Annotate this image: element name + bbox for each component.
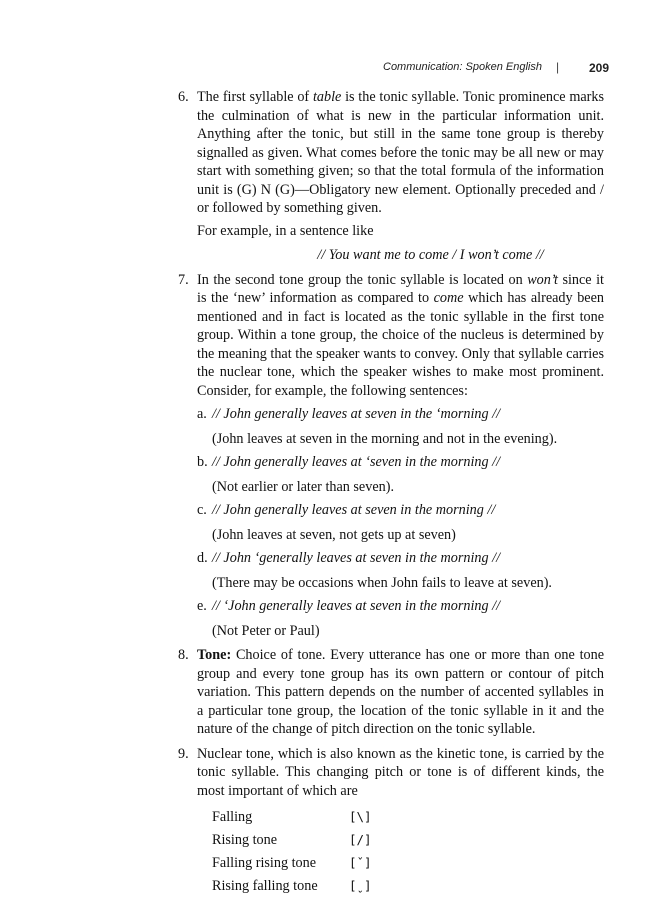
example-letter: e. [197, 598, 207, 614]
tone-row [212, 854, 604, 877]
example-e [197, 597, 604, 640]
item-number: 7. [178, 271, 189, 288]
list-item-6 [178, 88, 604, 265]
page-number: 209 [588, 61, 609, 75]
example-gloss: (John leaves at seven in the morning and not in the evening). [212, 430, 558, 447]
running-header-separator: | [556, 60, 560, 74]
item-number: 9. [178, 745, 189, 762]
text-run: In the second tone group the tonic syllable is located on [197, 271, 528, 288]
example-gloss: (Not Peter or Paul) [212, 622, 320, 639]
example-letter: a. [197, 406, 207, 422]
item-number: 6. [178, 89, 189, 105]
tone-symbol: [\] [349, 809, 372, 824]
tone-symbol: [ˇ] [349, 855, 372, 870]
page-body [178, 88, 604, 900]
example-sentence: // John generally leaves at seven in the ‘morning // [212, 406, 501, 422]
example-letter: c. [197, 502, 207, 518]
example-sentence: // ‘John generally leaves at seven in the morning // [212, 598, 501, 614]
tone-list [212, 808, 604, 900]
example-letter: d. [197, 550, 208, 566]
example-gloss: (John leaves at seven, not gets up at seven) [212, 526, 456, 543]
example-letter: b. [197, 454, 208, 470]
list-item-8 [178, 646, 604, 739]
tone-row [212, 808, 604, 831]
example-d [197, 549, 604, 592]
list-item-9 [178, 745, 604, 900]
example-gloss: (Not earlier or later than seven). [212, 478, 394, 495]
bold-term: Tone: [197, 647, 232, 663]
tone-name: Rising tone [212, 832, 278, 848]
text-run: Choice of tone. Every utterance has one or more than one tone group and every tone group has its own pattern or contour of pitch variation. This pattern depends on the number of accented syllables in a particular tone group, the location of the tonic syllable in it and the nature of the change of pitch direction on the tonic syllable. [197, 647, 604, 737]
tone-row [212, 831, 604, 854]
text-run: which has already been mentioned and in fact is located as the tonic syllable in the first tone group. Within a tone group, the choice of the nucleus is determined by the meaning that the speaker wants to convey. Only that syllable carries the nuclear tone, which the speaker wishes to make most prominent. Consider, for example, the following sentences: [197, 290, 604, 399]
tone-symbol: [ˬ] [349, 878, 372, 893]
italic-word: won’t [527, 271, 558, 288]
example-sentence: // You want me to come / I won’t come // [317, 247, 544, 263]
running-header-title: Communication: Spoken English [383, 61, 542, 73]
item-9-paragraph: Nuclear tone, which is also known as the kinetic tone, is carried by the tonic syllable. This changing pitch or tone is of different kinds, the most important of which are [197, 745, 604, 799]
item-number: 8. [178, 647, 189, 663]
example-a [197, 405, 604, 448]
example-gloss: (There may be occasions when John fails to leave at seven). [212, 574, 552, 591]
list-item-7 [178, 271, 604, 641]
tone-name: Falling rising tone [212, 855, 317, 871]
tone-row [212, 877, 604, 900]
item-6-paragraph [197, 88, 604, 218]
italic-word: table [312, 89, 342, 105]
italic-word: come [433, 290, 464, 306]
tone-name: Rising falling tone [212, 878, 318, 894]
example-intro: For example, in a sentence like [197, 222, 374, 239]
example-sentence: // John generally leaves at seven in the morning // [212, 502, 496, 518]
running-header [383, 61, 609, 77]
text-run: is the tonic syllable. Tonic prominence marks the culmination of what is new in the particular information unit. Anything after the tonic, but still in the same tone group is thereby signalled as given. What comes before the tonic may be all new or may start with something given; so that the total formula of the information unit is (G) N (G)—Obligatory new element. Optionally preceded and / or followed by something given. [197, 89, 605, 216]
item-7-paragraph [197, 271, 604, 401]
example-b [197, 453, 604, 496]
example-sentence: // John generally leaves at ‘seven in the morning // [212, 454, 501, 470]
example-c [197, 501, 604, 544]
tone-name: Falling [212, 809, 253, 825]
text-run: The first syllable of [197, 89, 313, 105]
item-8-paragraph [197, 646, 604, 739]
tone-symbol: [/] [349, 832, 372, 847]
example-sentence: // John ‘generally leaves at seven in the morning // [212, 550, 501, 566]
text-run: since it is the ‘new’ information as compared to [197, 271, 605, 306]
